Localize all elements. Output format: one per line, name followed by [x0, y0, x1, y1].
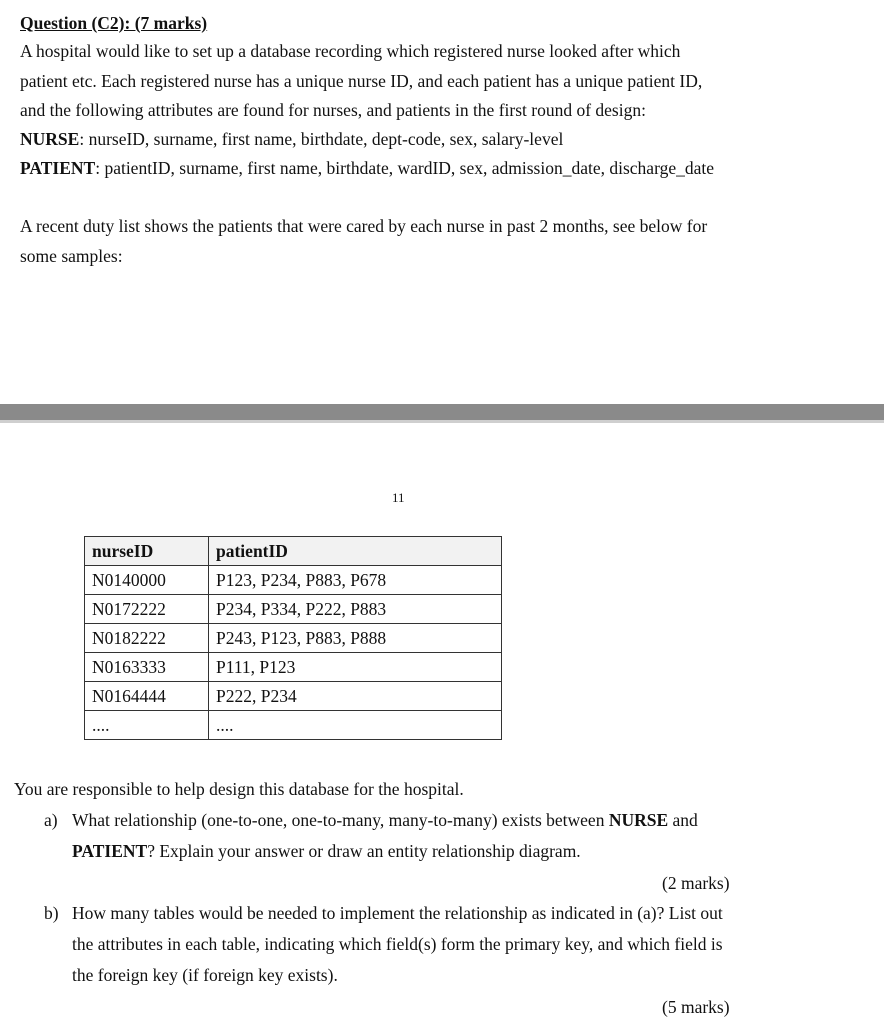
table-row: [85, 595, 502, 624]
table-row: [85, 566, 502, 595]
patient-attributes-line: [20, 157, 714, 179]
table-row: [85, 711, 502, 740]
patient-label: PATIENT: [20, 158, 96, 178]
header-patientid: patientID: [209, 537, 502, 566]
part-b-label: b): [44, 903, 59, 923]
intro-line-3: and the following attributes are found for nurses, and patients in the first round of design:: [20, 100, 646, 120]
cell-nurseid: N0140000: [85, 566, 209, 595]
cell-patientid: P243, P123, P883, P888: [209, 624, 502, 653]
duty-list-table: [84, 536, 502, 740]
patient-entity: PATIENT: [72, 841, 148, 861]
table-row: [85, 653, 502, 682]
nurse-entity: NURSE: [608, 810, 669, 830]
cell-nurseid: N0164444: [85, 682, 209, 711]
part-a-text-end: and: [668, 810, 698, 830]
cell-patientid: P222, P234: [209, 682, 502, 711]
part-a-marks: (2 marks): [662, 873, 730, 893]
part-b-line-1: How many tables would be needed to implement the relationship as indicated in (a)? List out: [72, 903, 723, 923]
part-b-line-3: the foreign key (if foreign key exists).: [72, 965, 338, 985]
intro-line-2: patient etc. Each registered nurse has a unique nurse ID, and each patient has a unique patient ID,: [20, 71, 703, 91]
page-break-band: [0, 404, 884, 420]
nurse-attributes: : nurseID, surname, first name, birthdate, dept-code, sex, salary-level: [79, 129, 564, 149]
header-nurseid: nurseID: [85, 537, 209, 566]
nurse-label: NURSE: [20, 129, 80, 149]
question-title: Question (C2): (7 marks): [20, 13, 208, 33]
part-a-line-2: [72, 840, 581, 862]
nurse-attributes-line: [20, 128, 563, 150]
cell-nurseid: N0163333: [85, 653, 209, 682]
part-a-text: What relationship (one-to-one, one-to-many, many-to-many) exists between: [72, 810, 609, 830]
patient-attributes: : patientID, surname, first name, birthdate, wardID, sex, admission_date, discharge_date: [95, 158, 715, 178]
cell-patientid: P111, P123: [209, 653, 502, 682]
intro-line-1: A hospital would like to set up a database recording which registered nurse looked after which: [20, 41, 681, 61]
cell-patientid: ....: [209, 711, 502, 740]
duty-line-2: some samples:: [20, 246, 123, 266]
part-a-text-2: ? Explain your answer or draw an entity relationship diagram.: [147, 841, 581, 861]
cell-patientid: P123, P234, P883, P678: [209, 566, 502, 595]
cell-nurseid: ....: [85, 711, 209, 740]
part-b-marks: (5 marks): [662, 997, 730, 1017]
table-header-row: [85, 537, 502, 566]
cell-nurseid: N0182222: [85, 624, 209, 653]
responsible-statement: You are responsible to help design this database for the hospital.: [14, 779, 464, 799]
part-b-line-2: the attributes in each table, indicating which field(s) form the primary key, and which field is: [72, 934, 723, 954]
page-break-shadow: [0, 420, 884, 423]
table-row: [85, 682, 502, 711]
cell-nurseid: N0172222: [85, 595, 209, 624]
cell-patientid: P234, P334, P222, P883: [209, 595, 502, 624]
duty-line-1: A recent duty list shows the patients that were cared by each nurse in past 2 months, see below for: [20, 216, 708, 236]
page-number: 11: [392, 490, 405, 505]
table-row: [85, 624, 502, 653]
part-a-label: a): [44, 810, 58, 830]
part-a-line-1: [72, 809, 698, 831]
